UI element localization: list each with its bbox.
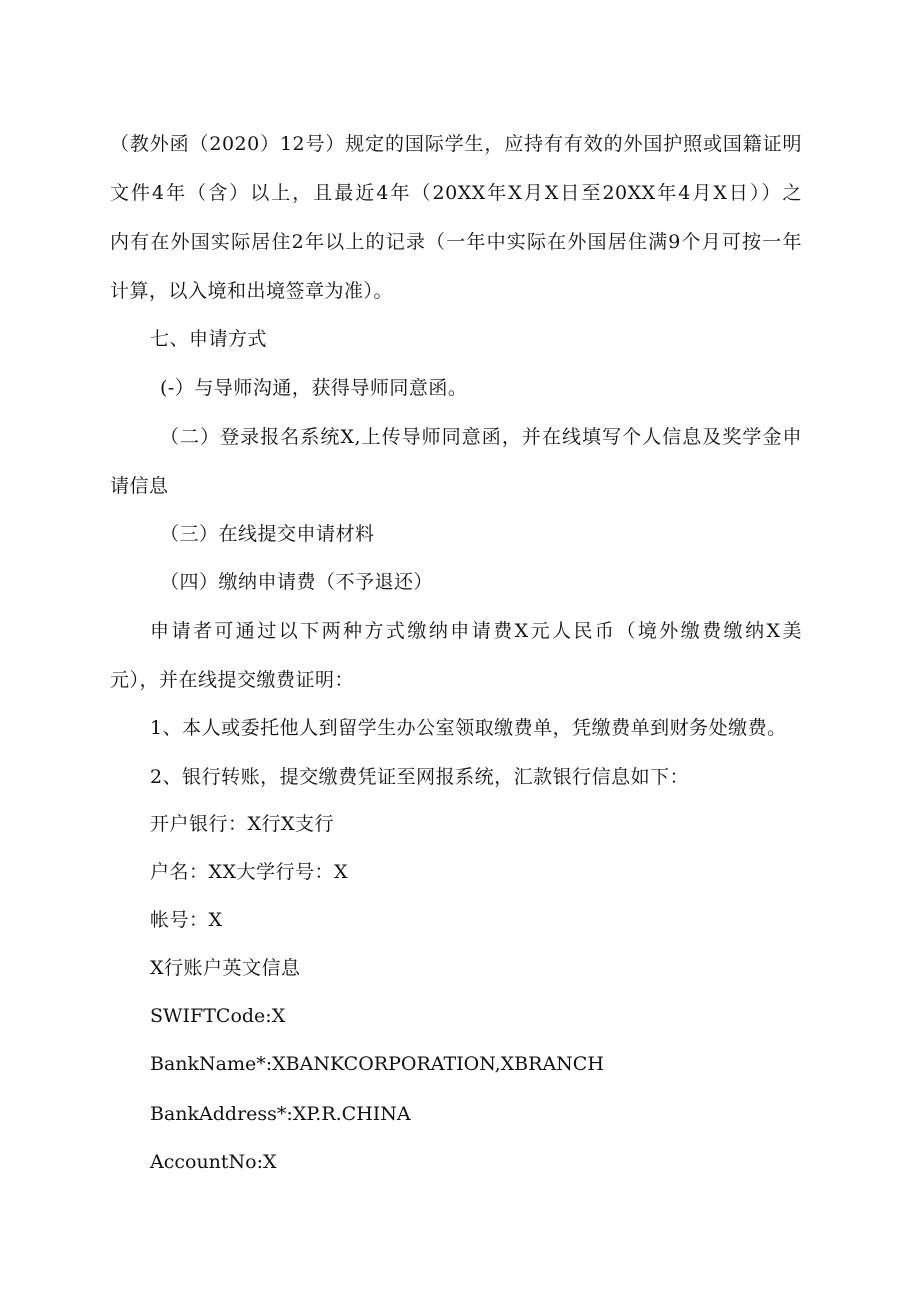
- intro-line-4: 计算，以入境和出境签章为准）。: [110, 280, 394, 302]
- payment-intro-line-1: 申请者可通过以下两种方式缴纳申请费X元人民币（境外缴费缴纳X美: [150, 620, 802, 642]
- step-1: (-）与导师沟通，获得导师同意函。: [160, 377, 468, 399]
- intro-line-1: （教外函（2020）12号）规定的国际学生，应持有有效的外国护照或国籍证明: [110, 133, 802, 155]
- step-4: （四）缴纳申请费（不予退还）: [160, 571, 434, 593]
- account-number: 帐号：X: [150, 909, 223, 931]
- intro-line-3: 内有在外国实际居住2年以上的记录（一年中实际在外国居住满9个月可按一年: [110, 231, 802, 253]
- payment-intro-line-2: 元），并在线提交缴费证明：: [110, 669, 355, 691]
- bank-name-cn: 开户银行：X行X支行: [150, 813, 335, 835]
- bank-address: BankAddress*:XP.R.CHINA: [150, 1103, 411, 1125]
- step-2-line-1: （二）登录报名系统X,上传导师同意函，并在线填写个人信息及奖学金申: [160, 426, 802, 448]
- payment-method-1: 1、本人或委托他人到留学生办公室领取缴费单，凭缴费单到财务处缴费。: [150, 717, 787, 739]
- swift-code: SWIFTCode:X: [150, 1005, 286, 1027]
- step-3: （三）在线提交申请材料: [160, 523, 375, 545]
- payment-method-2: 2、银行转账，提交缴费凭证至网报系统，汇款银行信息如下：: [150, 766, 690, 788]
- english-info-header: X行账户英文信息: [150, 957, 301, 979]
- account-name: 户名：XX大学行号：X: [150, 861, 349, 883]
- account-no: AccountNo:X: [150, 1151, 277, 1173]
- bank-name-en: BankName*:XBANKCORPORATION,XBRANCH: [150, 1053, 604, 1075]
- step-2-line-2: 请信息: [110, 475, 169, 497]
- section-7-heading: 七、申请方式: [150, 328, 268, 350]
- intro-line-2: 文件4年（含）以上，且最近4年（20XX年X月X日至20XX年4月X日））之: [110, 182, 802, 204]
